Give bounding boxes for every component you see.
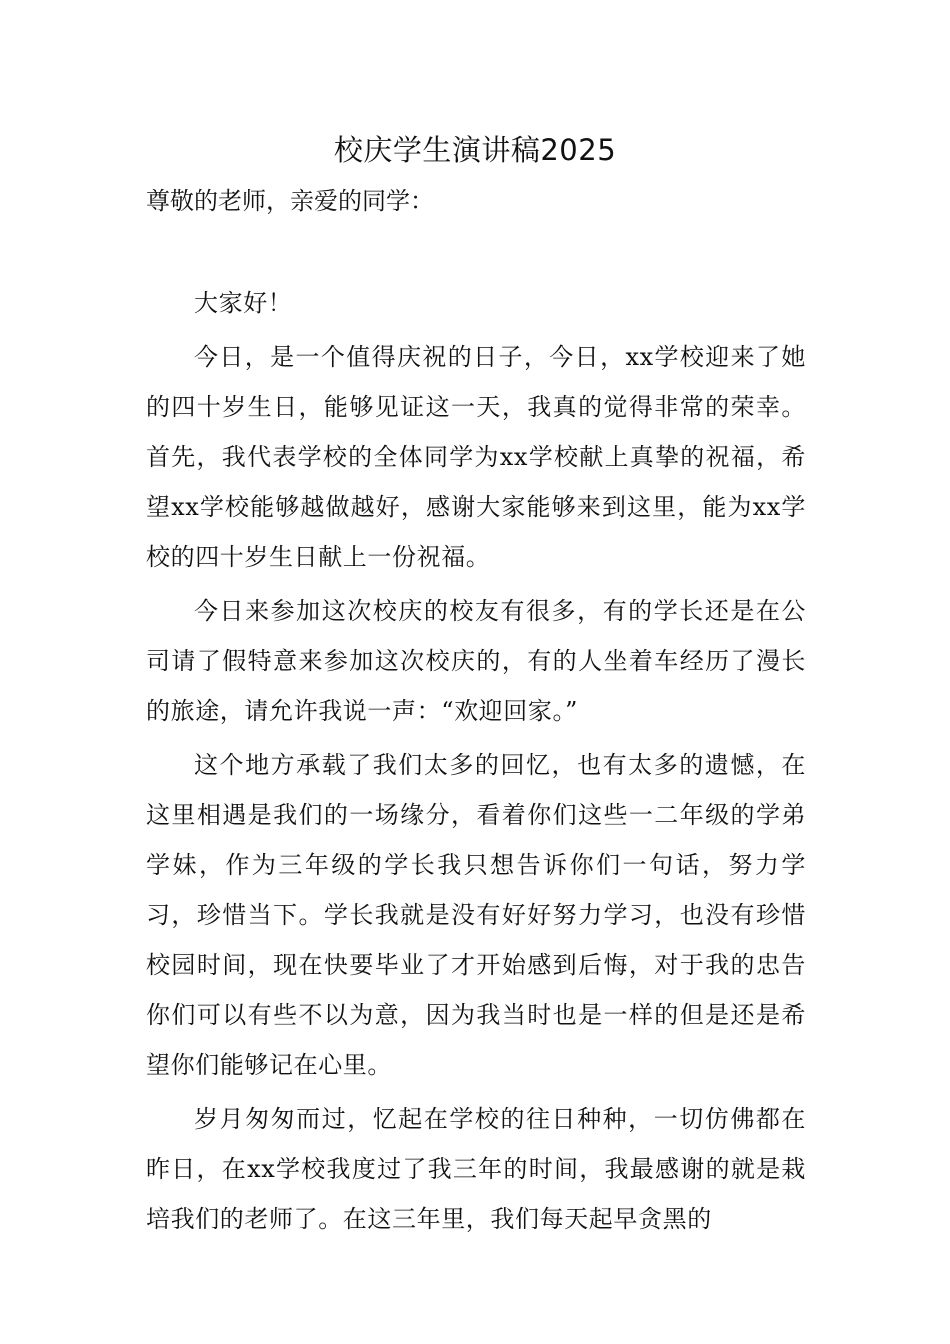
paragraph: 今日来参加这次校庆的校友有很多，有的学长还是在公司请了假特意来参加这次校庆的，有的人坐着车经历了漫长的旅途，请允许我说一声：“欢迎回家。” [146, 597, 806, 725]
paragraph-greeting: 大家好！ [194, 289, 293, 317]
paragraph: 今日，是一个值得庆祝的日子，今日，xx学校迎来了她的四十岁生日，能够见证这一天，我真的觉得非常的荣幸。首先，我代表学校的全体同学为xx学校献上真挚的祝福，希望xx学校能够越做越好，感谢大家能够来到这里，能为xx学校的四十岁生日献上一份祝福。 [146, 343, 806, 571]
document-title: 校庆学生演讲稿2025 [333, 133, 617, 167]
document-body [146, 278, 806, 1248]
paragraph: 这个地方承载了我们太多的回忆，也有太多的遗憾，在这里相遇是我们的一场缘分，看着你们这些一二年级的学弟学妹，作为三年级的学长我只想告诉你们一句话，努力学习，珍惜当下。学长我就是没有好好努力学习，也没有珍惜校园时间，现在快要毕业了才开始感到后悔，对于我的忠告你们可以有些不以为意，因为我当时也是一样的但是还是希望你们能够记在心里。 [146, 751, 806, 1079]
salutation: 尊敬的老师，亲爱的同学： [146, 187, 434, 215]
paragraph: 岁月匆匆而过，忆起在学校的往日种种，一切仿佛都在昨日，在xx学校我度过了我三年的时间，我最感谢的就是栽培我们的老师了。在这三年里，我们每天起早贪黑的 [146, 1105, 806, 1233]
